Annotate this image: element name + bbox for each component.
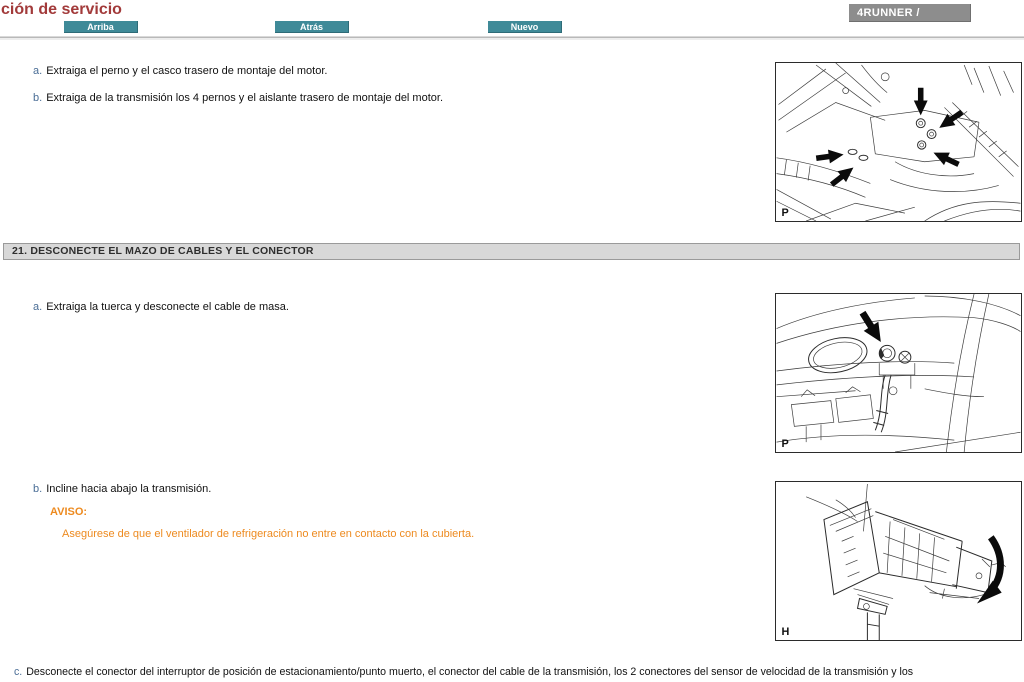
figure-engine-mount-illustration bbox=[775, 62, 1022, 222]
step-item bbox=[33, 483, 211, 495]
figure-label: P bbox=[781, 438, 789, 451]
step-item bbox=[33, 92, 443, 104]
page-title: ción de servicio bbox=[1, 1, 122, 18]
pointer-arrow-icon bbox=[827, 162, 857, 190]
step-text: Extraiga la tuerca y desconecte el cable de masa. bbox=[46, 301, 289, 313]
step-item bbox=[33, 65, 327, 77]
back-button[interactable]: Atrás bbox=[275, 21, 349, 33]
figure-transmission-tilt-illustration bbox=[775, 481, 1022, 641]
step-letter: b. bbox=[33, 483, 43, 495]
pointer-arrow-icon bbox=[935, 106, 966, 133]
step-text: Extraiga el perno y el casco trasero de montaje del motor. bbox=[46, 65, 328, 77]
pointer-arrow-icon bbox=[815, 148, 844, 166]
model-badge: 4RUNNER / bbox=[849, 4, 971, 22]
step-item bbox=[33, 301, 289, 313]
step-text: Extraiga de la transmisión los 4 pernos y el aislante trasero de montaje del motor. bbox=[46, 92, 444, 104]
engine-mount-line-art bbox=[776, 63, 1021, 221]
up-button[interactable]: Arriba bbox=[64, 21, 138, 33]
ground-cable-line-art bbox=[776, 294, 1021, 452]
step-text: Desconecte el conector del interruptor de posición de estacionamiento/punto muerto, el conector del cable de la transmisión, los 2 conectores del sensor de velocidad de la transmisión y los bbox=[26, 666, 914, 678]
notice-label: AVISO: bbox=[50, 506, 88, 518]
step-letter: b. bbox=[33, 92, 43, 104]
step-letter: a. bbox=[33, 301, 43, 313]
transmission-line-art bbox=[776, 482, 1021, 640]
step-item bbox=[14, 666, 1018, 678]
section-heading: 21. DESCONECTE EL MAZO DE CABLES Y EL CONECTOR bbox=[3, 243, 1020, 260]
figure-label: H bbox=[781, 626, 790, 639]
header-divider bbox=[0, 36, 1024, 40]
step-text: Incline hacia abajo la transmisión. bbox=[46, 483, 212, 495]
step-letter: a. bbox=[33, 65, 43, 77]
figure-ground-cable-illustration bbox=[775, 293, 1022, 453]
figure-label: P bbox=[781, 207, 789, 220]
step-letter: c. bbox=[14, 666, 23, 678]
new-button[interactable]: Nuevo bbox=[488, 21, 562, 33]
notice-text: Asegúrese de que el ventilador de refrigeración no entre en contacto con la cubierta. bbox=[62, 528, 475, 540]
